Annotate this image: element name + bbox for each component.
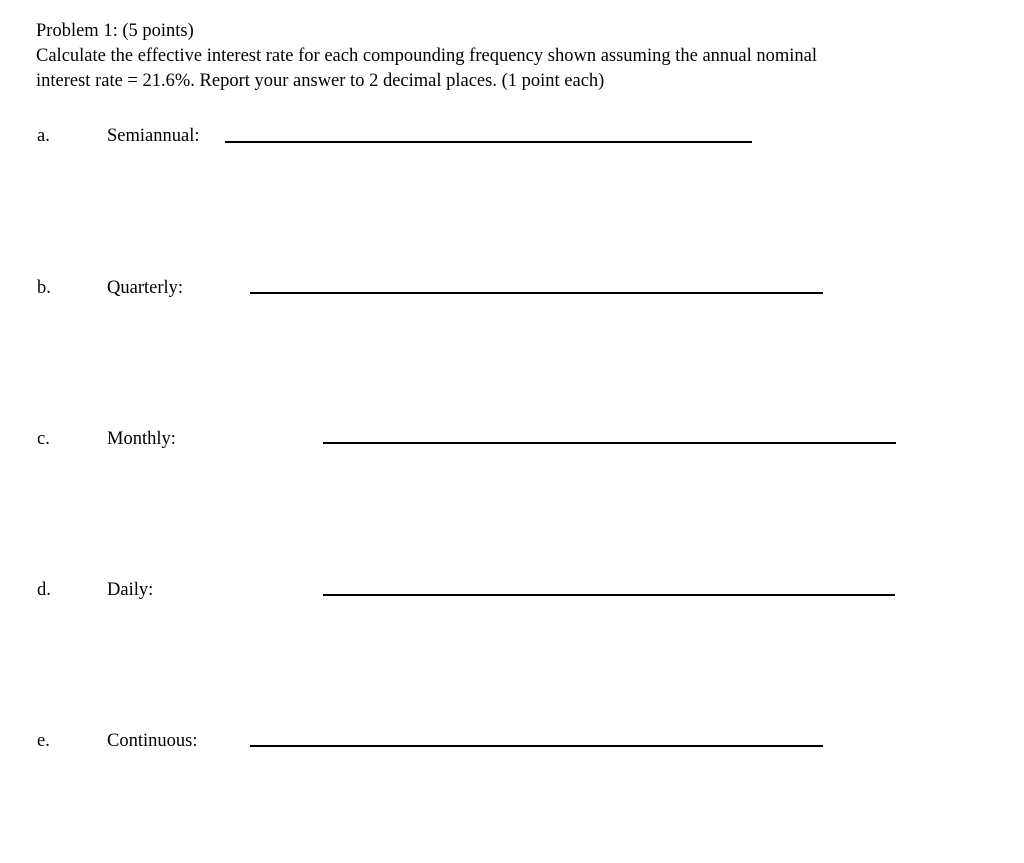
question-letter: c. bbox=[37, 429, 50, 449]
question-label: Quarterly: bbox=[107, 278, 184, 298]
question-letter: b. bbox=[37, 278, 51, 298]
problem-instructions-line-2: interest rate = 21.6%. Report your answer to 2 decimal places. (1 point each) bbox=[36, 71, 605, 91]
question-label: Monthly: bbox=[107, 429, 176, 449]
answer-blank-line[interactable] bbox=[225, 124, 752, 143]
answer-blank-line[interactable] bbox=[250, 275, 823, 294]
question-label: Semiannual: bbox=[107, 126, 200, 146]
problem-header bbox=[36, 19, 817, 94]
question-letter: a. bbox=[37, 126, 50, 146]
answer-blank-line[interactable] bbox=[250, 728, 823, 747]
answer-blank-line[interactable] bbox=[323, 577, 895, 596]
question-letter: e. bbox=[37, 731, 50, 751]
question-letter: d. bbox=[37, 580, 51, 600]
problem-instructions-line-1: Calculate the effective interest rate for each compounding frequency shown assuming the annual nominal bbox=[36, 46, 818, 66]
problem-title: Problem 1: (5 points) bbox=[36, 21, 194, 41]
question-label: Continuous: bbox=[107, 731, 198, 751]
question-label: Daily: bbox=[107, 580, 154, 600]
answer-blank-line[interactable] bbox=[323, 425, 896, 444]
